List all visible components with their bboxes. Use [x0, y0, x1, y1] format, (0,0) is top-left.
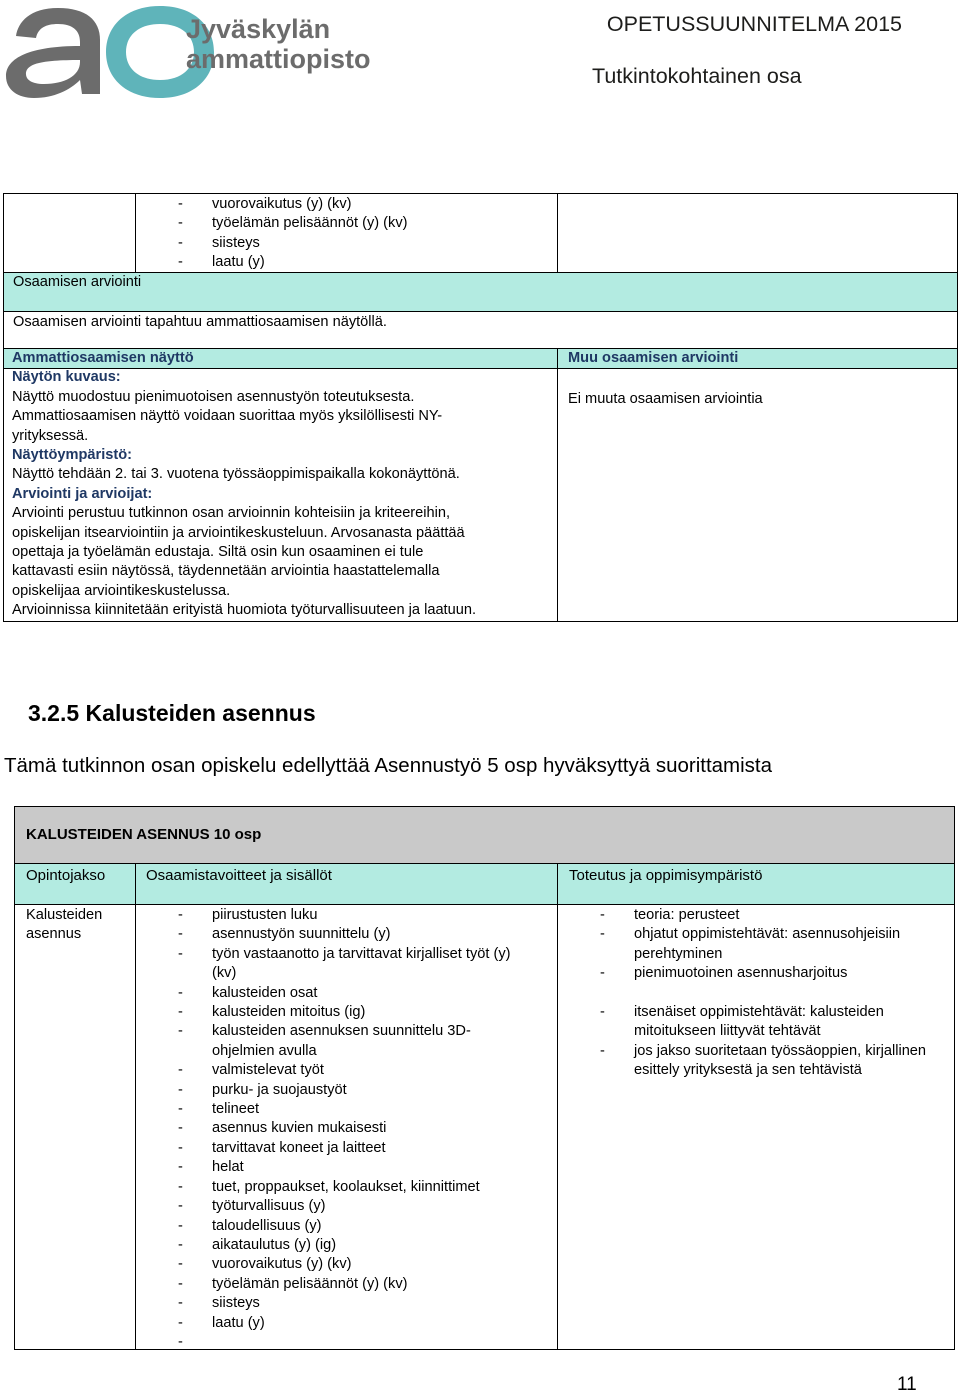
- document-subtitle: Tutkintokohtainen osa: [592, 64, 802, 88]
- section-label: Osaamisen arviointi: [13, 274, 142, 290]
- list-item: - kalusteiden asennuksen suunnittelu 3D-ohjelmien avulla: [178, 1023, 471, 1059]
- other-assessment-text: Ei muuta osaamisen arviointia: [568, 391, 763, 407]
- description-text: Näyttö muodostuu pienimuotoisen asennustyön toteutuksesta. Ammattiosaamisen näyttö voidaan suorittaa myös yksilöllisesti NY- yrityksessä.: [12, 388, 443, 444]
- list-item: - siisteys: [178, 234, 260, 251]
- list-item: - pienimuotoinen asennusharjoitus: [600, 965, 848, 982]
- evaluation-text: Arviointi perustuu tutkinnon osan arvioinnin kohteisiin ja kriteereihin, opiskelijan itsearviointiin ja arviointikeskusteluun. Arvosanasta päättää opettaja ja työelämän edustaja. Siltä osin kun osaaminen ei tule kattavasti esiin näytössä, täydennetään arviointia haastattelemalla opiskelijaa arviointikeskustelussa. Arvioinnissa kiinnitetään erityistä huomiota työturvallisuuteen ja laatuun.: [12, 505, 477, 619]
- section-label-row: [3, 272, 958, 312]
- assessment-note-row: [3, 311, 958, 349]
- list-item: - työelämän pelisäännöt (y) (kv): [178, 215, 408, 232]
- list-item: - tuet, proppaukset, koolaukset, kiinnittimet: [178, 1178, 480, 1195]
- list-item: - kalusteiden osat: [178, 984, 318, 1001]
- header-cell-opintojakso: [14, 863, 136, 905]
- demonstration-column: [12, 349, 552, 621]
- list-item: - itsenäiset oppimistehtävät: kalusteiden mitoitukseen liittyvät tehtävät: [600, 1004, 884, 1040]
- logo-mark: [6, 6, 214, 98]
- list-item: - vuorovaikutus (y) (kv): [178, 1256, 352, 1273]
- list-item: - purku- ja suojaustyöt: [178, 1081, 347, 1098]
- list-item: - aikataulutus (y) (ig): [178, 1236, 337, 1253]
- goals-cell: [135, 904, 558, 1350]
- logo-text-line2: ammattiopisto: [186, 44, 371, 74]
- section-heading: 3.2.5 Kalusteiden asennus: [28, 700, 316, 726]
- list-item: - laatu (y): [178, 254, 265, 271]
- implementation-list-a: [600, 906, 945, 984]
- list-item: - työturvallisuus (y): [178, 1198, 326, 1215]
- implementation-list-b: [600, 1003, 945, 1081]
- list-item: - jos jakso suoritetaan työssäoppien, kirjallinen esittely yrityksestä ja sen tehtävistä: [600, 1042, 927, 1079]
- list-item: - kalusteiden mitoitus (ig): [178, 1004, 366, 1021]
- environment-text: Näyttö tehdään 2. tai 3. vuotena työssäoppimispaikalla kokonäyttönä.: [12, 466, 460, 483]
- list-item: - helat: [178, 1159, 244, 1176]
- demonstration-heading: Ammattiosaamisen näyttö: [12, 350, 194, 366]
- top-list: [178, 195, 548, 273]
- col1-header: Opintojakso: [26, 867, 106, 884]
- list-item: - teoria: perusteet: [600, 907, 740, 923]
- course-title: KALUSTEIDEN ASENNUS 10 osp: [26, 826, 262, 843]
- list-item: - telineet: [178, 1101, 260, 1118]
- assessment-note: Osaamisen arviointi tapahtuu ammattiosaamisen näytöllä.: [13, 314, 387, 330]
- list-item: - laatu (y): [178, 1314, 265, 1331]
- top-table-list-cell: [135, 193, 558, 273]
- description-label: Näytön kuvaus:: [12, 369, 121, 386]
- col3-header: Toteutus ja oppimisympäristö: [569, 867, 763, 884]
- list-item: - siisteys: [178, 1295, 260, 1312]
- list-item: - taloudellisuus (y): [178, 1217, 322, 1234]
- evaluation-label: Arviointi ja arvioijat:: [12, 485, 153, 502]
- logo-text-line1: Jyväskylän: [186, 14, 331, 44]
- header-cell-implementation: [557, 863, 955, 905]
- list-item: - vuorovaikutus (y) (kv): [178, 196, 352, 212]
- document-title: OPETUSSUUNNITELMA 2015: [606, 12, 902, 36]
- header-cell-goals: [135, 863, 558, 905]
- list-item: - tarvittavat koneet ja laitteet: [178, 1139, 386, 1156]
- course-name: Kalusteiden asennus: [26, 907, 103, 943]
- top-table-empty-cell: [3, 193, 136, 273]
- course-title-row: [14, 806, 955, 864]
- list-item: - asennustyön suunnittelu (y): [178, 926, 391, 943]
- top-table-right-empty: [557, 193, 958, 273]
- col2-header: Osaamistavoitteet ja sisällöt: [146, 867, 332, 884]
- logo: [0, 0, 380, 100]
- course-name-cell: [14, 904, 136, 1350]
- list-item: - työelämän pelisäännöt (y) (kv): [178, 1275, 408, 1292]
- list-item: - ohjatut oppimistehtävät: asennusohjeisiin perehtyminen: [600, 926, 901, 962]
- section-intro: Tämä tutkinnon osan opiskelu edellyttää Asennustyö 5 osp hyväksyttyä suorittamista: [4, 754, 773, 777]
- goals-list: - piirustusten luku - asennustyön suunnittelu (y) - työn vastaanotto ja tarvittavat kirjalliset työt (y) (kv) - kalusteiden osat - kalusteiden mitoitus (ig) - kalusteiden asennuksen suunnittelu 3D-ohjelmien avulla - valmistelevat työt - purku- ja suojaustyöt - telineet - asennus kuvien mukaisesti - tarvittavat koneet ja laitteet - helat - tuet, proppaukset, koolaukset, kiinnittimet - työturvallisuus (y) - taloudellisuus (y) - aikataulutus (y) (ig) - vuorovaikutus (y) (kv) - työelämän pelisäännöt (y) (kv) - siisteys - laatu (y) -: [178, 906, 514, 1333]
- environment-label: Näyttöympäristö:: [12, 447, 133, 464]
- other-assessment-heading: Muu osaamisen arviointi: [568, 350, 739, 366]
- list-item: - työn vastaanotto ja tarvittavat kirjalliset työt (y) (kv): [178, 945, 511, 982]
- implementation-cell: [557, 904, 955, 1350]
- list-item: - valmistelevat työt: [178, 1062, 324, 1079]
- list-item: - piirustusten luku: [178, 907, 318, 923]
- page-number: 11: [897, 1374, 917, 1395]
- list-item: - asennus kuvien mukaisesti: [178, 1120, 387, 1137]
